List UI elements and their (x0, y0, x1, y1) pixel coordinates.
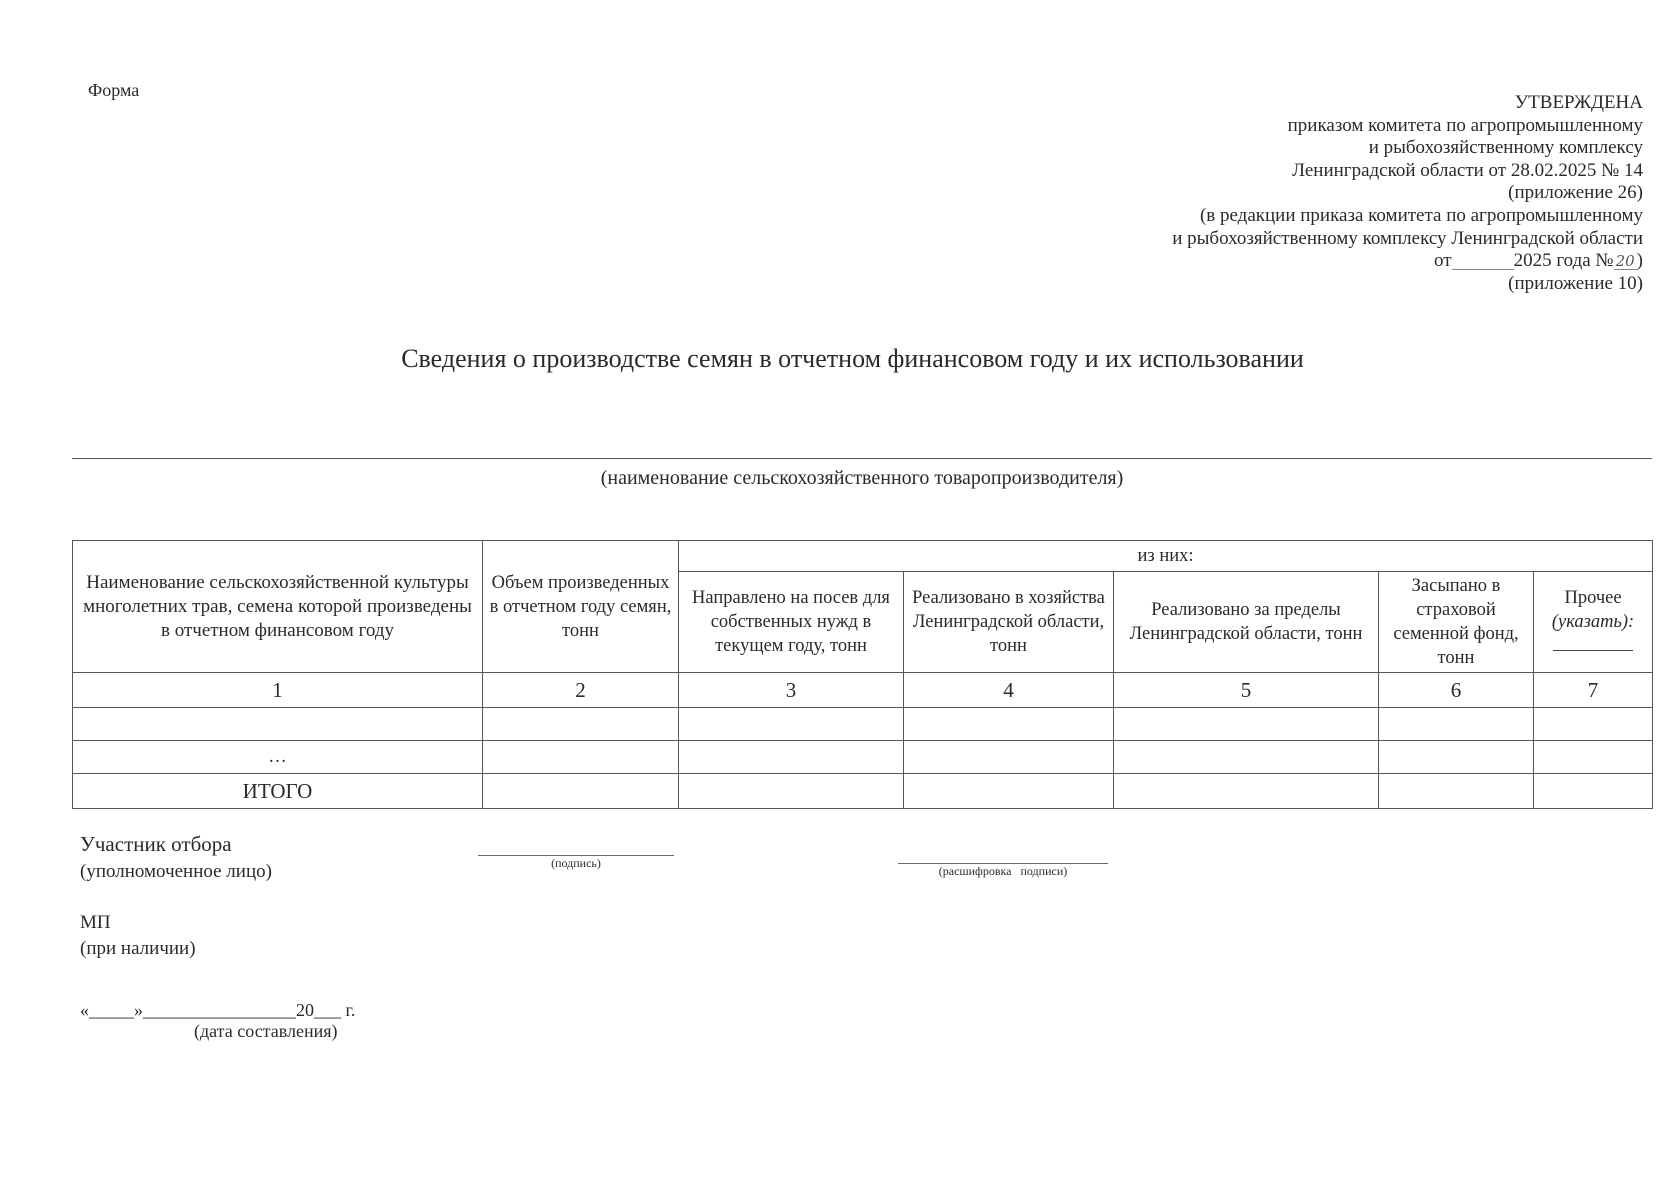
table-cell (1114, 774, 1379, 809)
table-cell (1534, 774, 1653, 809)
column-number: 1 (73, 673, 483, 708)
table-cell (483, 708, 679, 741)
table-cell (1534, 741, 1653, 774)
column-number: 2 (483, 673, 679, 708)
table-cell (73, 708, 483, 741)
table-row (73, 741, 1653, 774)
table-cell (904, 741, 1114, 774)
seed-production-table (72, 540, 1653, 809)
handwritten-number: 20 (1615, 252, 1635, 271)
table-row (73, 708, 1653, 741)
header-other-label: Прочее (1564, 588, 1622, 608)
approval-edition-line: и рыбохозяйственному комплексу Ленинградской области (1172, 227, 1643, 249)
stamp-label: МП (80, 912, 111, 933)
form-label: Форма (88, 80, 140, 100)
approval-block (943, 92, 1643, 295)
table-cell (679, 741, 904, 774)
ellipsis-cell: … (73, 741, 483, 774)
column-number: 5 (1114, 673, 1379, 708)
compilation-date-caption: (дата составления) (194, 1021, 338, 1041)
stamp-block (80, 910, 196, 962)
approval-appendix: (приложение 10) (1508, 272, 1643, 294)
edition-middle: 2025 года № (1513, 250, 1614, 272)
signature-decode-caption: (расшифровка подписи) (938, 864, 1068, 878)
participant-label: Участник отбора (80, 832, 232, 856)
approval-order-date: Ленинградской области от 28.02.2025 № 14 (1292, 159, 1643, 181)
stamp-note: (при наличии) (80, 938, 196, 959)
column-number: 7 (1534, 673, 1653, 708)
table-cell (1114, 741, 1379, 774)
producer-name-line (72, 458, 1652, 459)
column-number-row (73, 673, 1653, 708)
header-other-note: (указать): (1551, 612, 1635, 632)
table-header-row (73, 541, 1653, 572)
header-own-sowing: Направлено на посев для собственных нужд в текущем году, тонн (679, 572, 904, 673)
table-cell (1379, 708, 1534, 741)
signature-field[interactable] (478, 855, 674, 871)
header-sold-in-region: Реализовано в хозяйства Ленинградской области, тонн (904, 572, 1114, 673)
other-specify-line (1553, 644, 1633, 651)
producer-caption: (наименование сельскохозяйственного товаропроизводителя) (600, 467, 1124, 489)
header-volume: Объем произведенных в отчетном году семян, тонн (483, 541, 679, 673)
table-cell (483, 774, 679, 809)
document-title: Сведения о производстве семян в отчетном финансовом году и их использовании (401, 344, 1304, 373)
approval-line: и рыбохозяйственному комплексу (1368, 137, 1643, 159)
table-cell (483, 741, 679, 774)
table-cell (679, 774, 904, 809)
authorized-person-label: (уполномоченное лицо) (80, 861, 272, 882)
approval-edition-date (943, 250, 1643, 273)
signature-caption: (подпись) (551, 856, 601, 870)
table-cell (1534, 708, 1653, 741)
approval-edition-line: (в редакции приказа комитета по агропромышленному (1199, 204, 1643, 226)
table-cell (904, 774, 1114, 809)
header-insurance-fund: Засыпано в страховой семенной фонд, тонн (1379, 572, 1534, 673)
header-crop-name: Наименование сельскохозяйственной культуры многолетних трав, семена которой произведены в отчетном финансовом году (73, 541, 483, 673)
participant-block (80, 830, 272, 886)
edition-suffix: ) (1636, 250, 1643, 272)
header-of-which: из них: (679, 541, 1653, 572)
column-number: 3 (679, 673, 904, 708)
compilation-date-field[interactable]: «_____»_________________20___ г. (80, 1000, 356, 1020)
approval-title: УТВЕРЖДЕНА (1514, 92, 1643, 113)
total-row (73, 774, 1653, 809)
edition-prefix: от (1434, 250, 1452, 272)
column-number: 4 (904, 673, 1114, 708)
table-cell (1379, 741, 1534, 774)
table-cell (904, 708, 1114, 741)
handwritten-date (1452, 253, 1514, 270)
table-cell (1379, 774, 1534, 809)
total-label: ИТОГО (73, 774, 483, 809)
table-cell (679, 708, 904, 741)
signature-decode-field[interactable] (898, 863, 1108, 879)
column-number: 6 (1379, 673, 1534, 708)
header-sold-outside: Реализовано за пределы Ленинградской области, тонн (1114, 572, 1379, 673)
table-cell (1114, 708, 1379, 741)
approval-line: приказом комитета по агропромышленному (1287, 114, 1643, 136)
approval-appendix: (приложение 26) (1508, 182, 1643, 204)
header-other (1534, 572, 1653, 673)
